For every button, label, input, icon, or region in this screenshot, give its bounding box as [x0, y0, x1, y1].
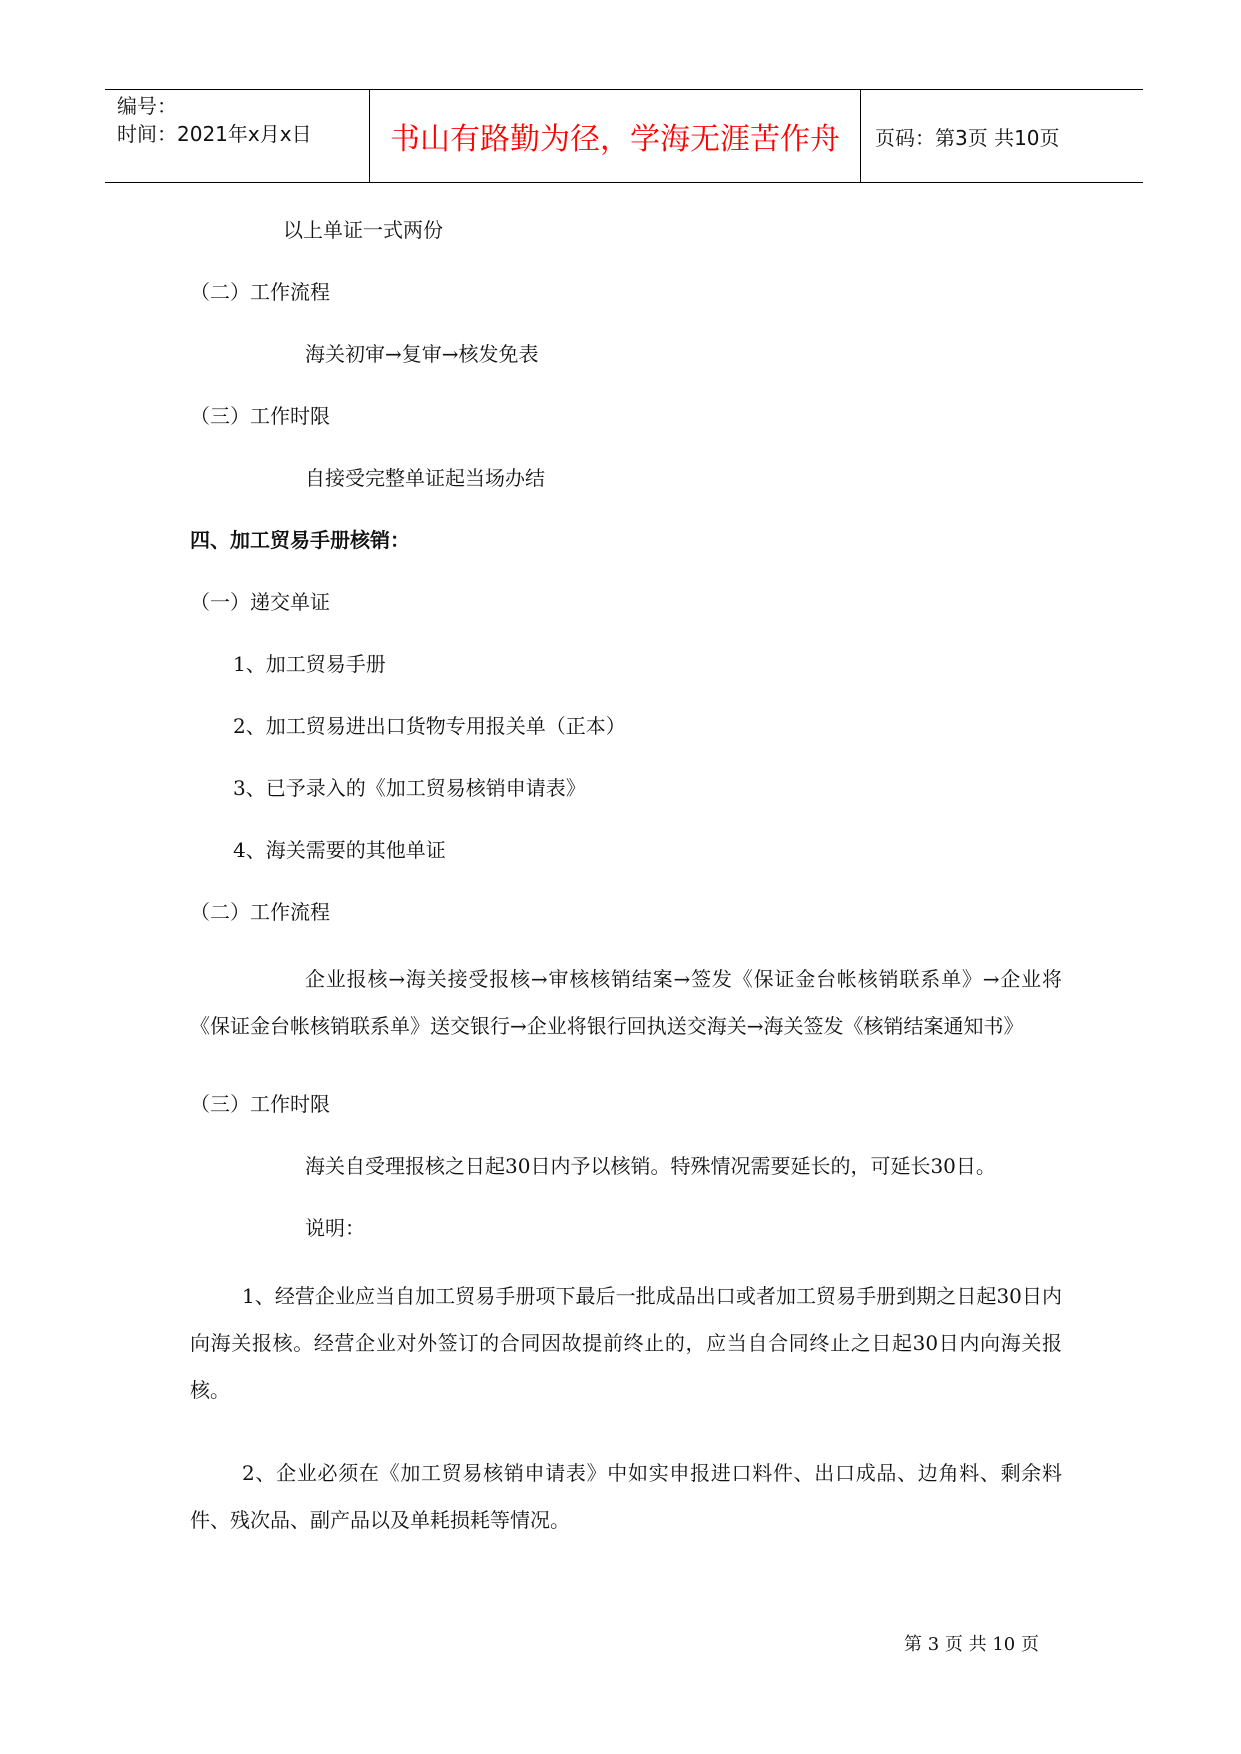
- list-item: 2、加工贸易进出口货物专用报关单（正本）: [233, 714, 626, 738]
- subheading-time-limit-2: （三）工作时限: [190, 1092, 330, 1116]
- list-item: 3、已予录入的《加工贸易核销申请表》: [233, 776, 586, 800]
- page-header: [105, 89, 1143, 183]
- subheading-time-limit: （三）工作时限: [190, 404, 330, 428]
- note-paragraph-2: 2、企业必须在《加工贸易核销申请表》中如实申报进口料件、出口成品、边角料、剩余料件、残次品、副产品以及单耗损耗等情况。: [190, 1461, 1062, 1532]
- document-time-label: 时间：2021年x月x日: [117, 122, 312, 146]
- workflow-paragraph: 企业报核→海关接受报核→审核核销结案→签发《保证金台帐核销联系单》→企业将《保证金台帐核销联系单》送交银行→企业将银行回执送交海关→海关签发《核销结案通知书》: [190, 967, 1062, 1038]
- note-paragraph-1: 1、经营企业应当自加工贸易手册项下最后一批成品出口或者加工贸易手册到期之日起30日内向海关报核。经营企业对外签订的合同因故提前终止的，应当自合同终止之日起30日内向海关报核。: [190, 1284, 1062, 1402]
- list-item: 4、海关需要的其他单证: [233, 838, 446, 862]
- header-page-code: [875, 90, 1135, 182]
- header-meta: [117, 90, 367, 182]
- subheading-documents: （一）递交单证: [190, 590, 330, 614]
- list-item: 1、加工贸易手册: [233, 652, 386, 676]
- note-label: 说明：: [305, 1216, 365, 1240]
- copies-note: 以上单证一式两份: [283, 218, 443, 242]
- document-number-label: 编号：: [117, 94, 177, 118]
- time-limit-paragraph: 海关自受理报核之日起30日内予以核销。特殊情况需要延长的，可延长30日。: [305, 1154, 996, 1178]
- page-code-text: 页码：第3页 共10页: [875, 125, 1060, 150]
- subheading-workflow: （二）工作流程: [190, 280, 330, 304]
- page-footer: 第 3 页 共 10 页: [904, 1634, 1039, 1655]
- subheading-workflow-2: （二）工作流程: [190, 900, 330, 924]
- section-title: 四、加工贸易手册核销：: [190, 528, 410, 552]
- workflow-text: 海关初审→复审→核发免表: [305, 342, 539, 366]
- header-motto: 书山有路勤为径，学海无涯苦作舟: [390, 122, 840, 157]
- time-limit-text: 自接受完整单证起当场办结: [305, 466, 545, 490]
- header-motto-cell: [369, 90, 861, 182]
